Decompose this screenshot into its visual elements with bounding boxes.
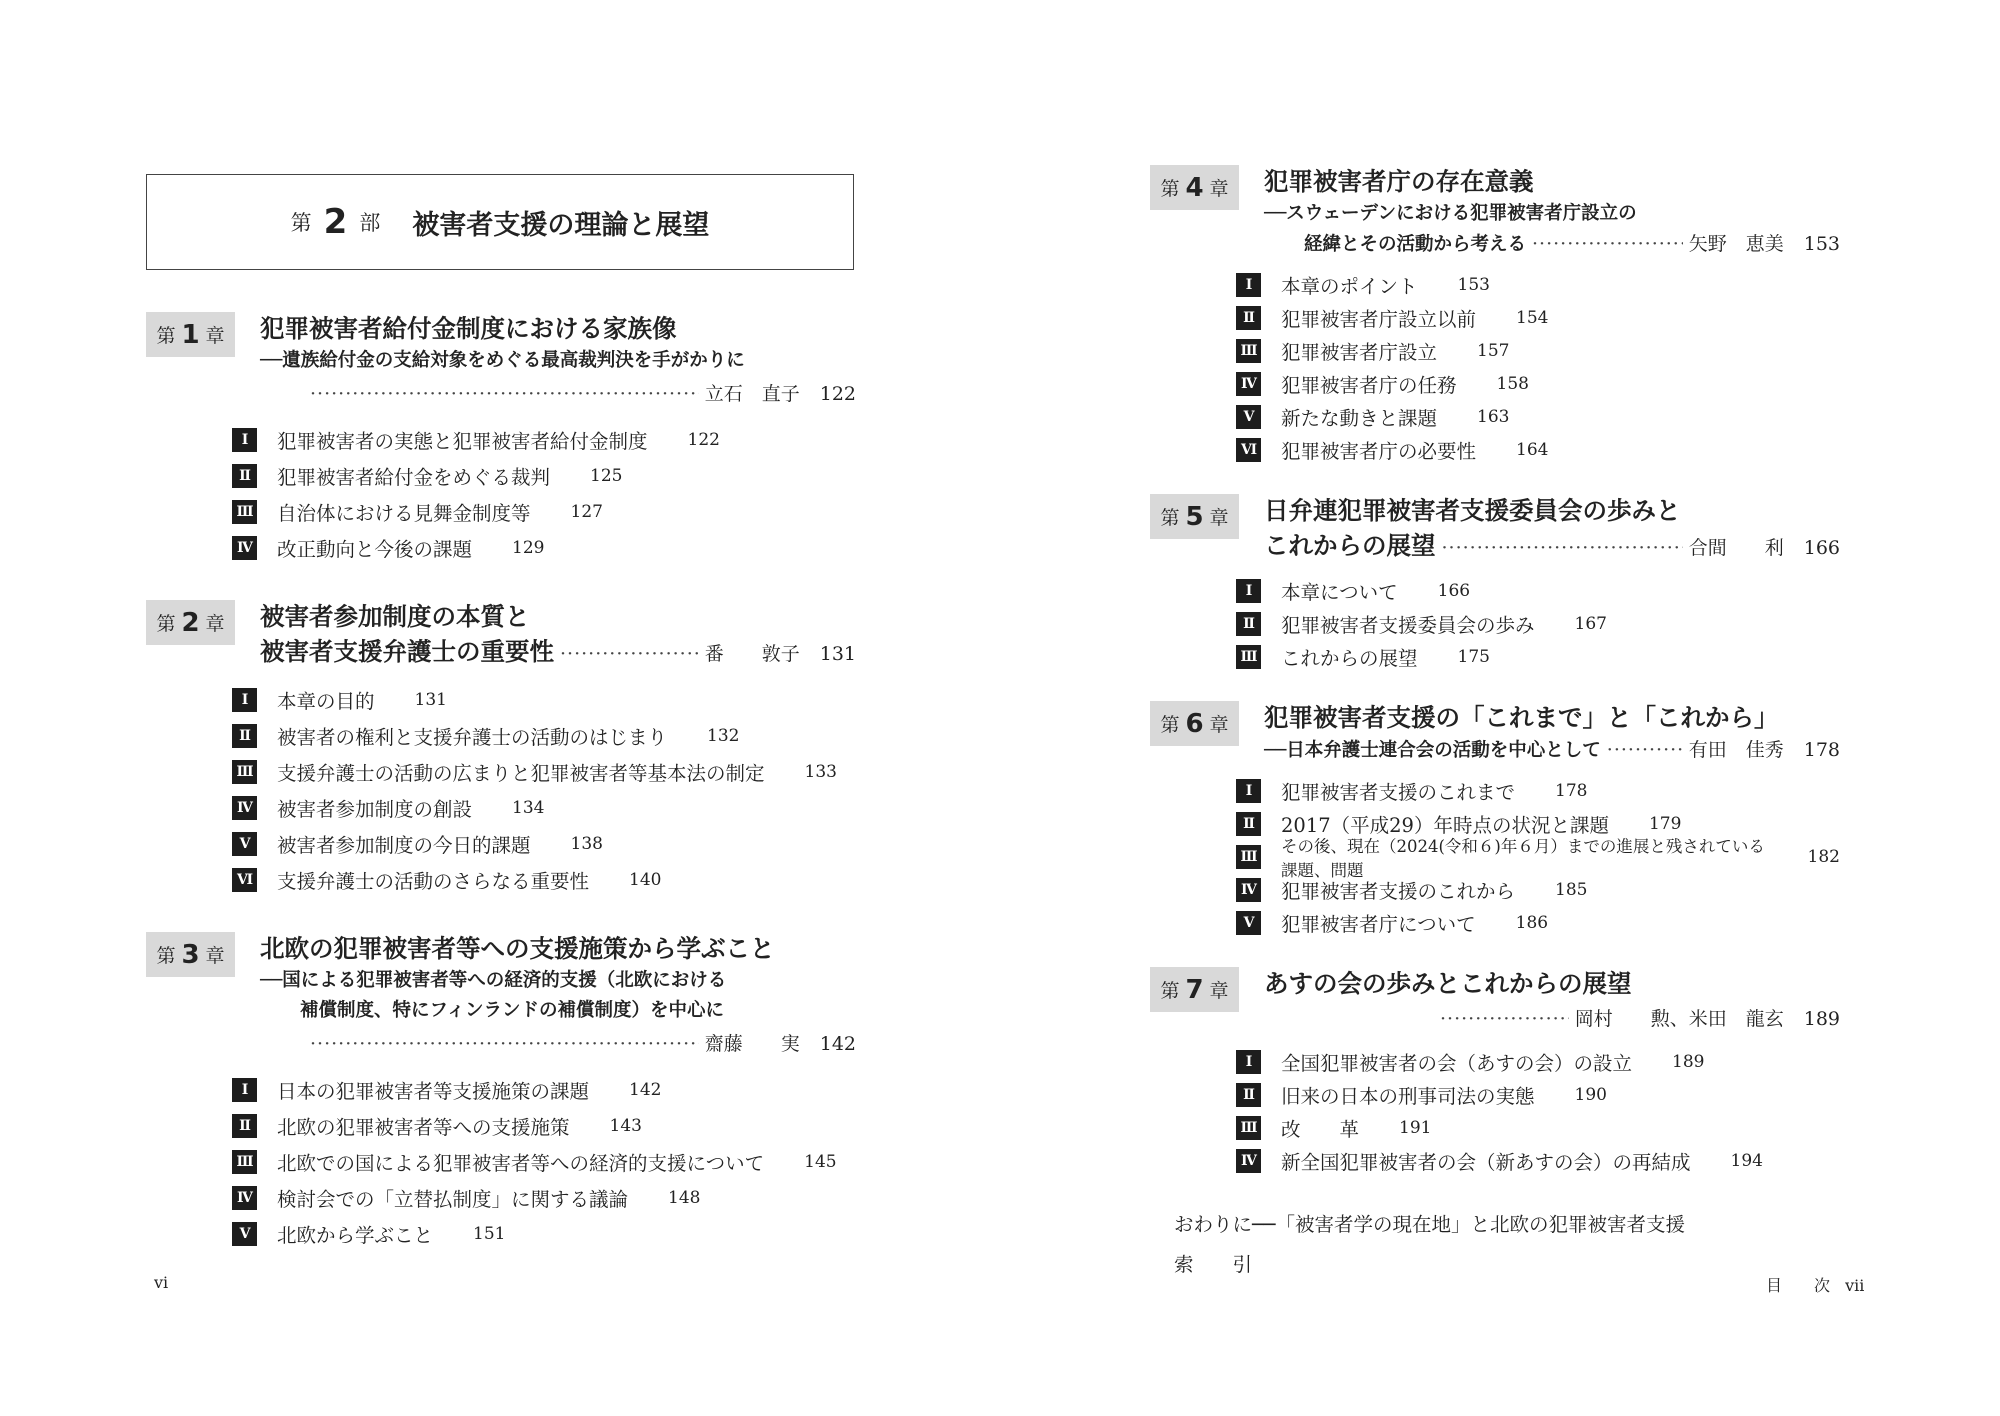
section-number: Ⅱ xyxy=(232,724,257,748)
section-number: Ⅰ xyxy=(1236,1050,1261,1074)
chapter-3 xyxy=(146,932,856,1252)
section-item[interactable]: Ⅳ 改正動向と今後の課題 129 xyxy=(232,530,856,566)
section-item[interactable]: Ⅳ 被害者参加制度の創設 134 xyxy=(232,790,856,826)
section-number: Ⅳ xyxy=(1236,1149,1261,1173)
chapter-page: 166 xyxy=(1803,537,1840,559)
section-number: Ⅳ xyxy=(1236,372,1261,396)
section-number: Ⅳ xyxy=(232,536,257,560)
section-number: Ⅱ xyxy=(1236,612,1261,636)
section-number: Ⅱ xyxy=(232,464,257,488)
section-number: Ⅲ xyxy=(232,500,257,524)
section-number: Ⅰ xyxy=(1236,779,1261,803)
leader-dots xyxy=(1440,1001,1569,1037)
section-number: Ⅰ xyxy=(232,688,257,712)
section-number: Ⅴ xyxy=(232,1222,257,1246)
section-number: Ⅰ xyxy=(232,1078,257,1102)
author: 岡村 勲、米田 龍玄 xyxy=(1574,1008,1784,1030)
chapter-subtitle: ──スウェーデンにおける犯罪被害者庁設立の xyxy=(1264,203,1637,224)
leader-dots xyxy=(310,376,699,412)
chapter-title: 犯罪被害者支援の「これまで」と「これから」 xyxy=(1264,703,1779,732)
author-line xyxy=(1264,1001,1840,1037)
section-number: Ⅴ xyxy=(1236,911,1261,935)
section-item[interactable]: Ⅵ 支援弁護士の活動のさらなる重要性 140 xyxy=(232,862,856,898)
chapter-label: 第 5 章 xyxy=(1150,494,1239,539)
section-item[interactable]: Ⅲ 改 革 191 xyxy=(1236,1111,1840,1144)
part-number: 2 xyxy=(323,202,348,242)
section-item[interactable]: Ⅱ 犯罪被害者庁設立以前 154 xyxy=(1236,301,1840,334)
section-item[interactable]: Ⅰ 全国犯罪被害者の会（あすの会）の設立 189 xyxy=(1236,1045,1840,1078)
author: 合間 利 xyxy=(1688,537,1784,559)
section-list xyxy=(232,682,856,898)
author: 番 敦子 xyxy=(704,643,800,665)
section-item[interactable]: Ⅲ 自治体における見舞金制度等 127 xyxy=(232,494,856,530)
chapter-subtitle: ──日本弁護士連合会の活動を中心として xyxy=(1264,740,1601,761)
section-item[interactable]: Ⅱ 旧来の日本の刑事司法の実態 190 xyxy=(1236,1078,1840,1111)
section-item[interactable]: Ⅱ 犯罪被害者給付金をめぐる裁判 125 xyxy=(232,458,856,494)
author-line xyxy=(1264,229,1840,260)
leader-dots xyxy=(560,636,699,672)
author-line xyxy=(260,634,856,672)
section-item[interactable]: Ⅱ 北欧の犯罪被害者等への支援施策 143 xyxy=(232,1108,856,1144)
chapter-page: 189 xyxy=(1803,1008,1840,1030)
chapter-page: 122 xyxy=(819,383,856,405)
section-item[interactable]: Ⅴ 犯罪被害者庁について 186 xyxy=(1236,906,1840,939)
author-line xyxy=(1264,735,1840,766)
author: 矢野 恵美 xyxy=(1688,233,1784,255)
chapter-page: 142 xyxy=(819,1033,856,1055)
section-item[interactable]: Ⅰ 本章の目的 131 xyxy=(232,682,856,718)
section-item[interactable]: Ⅴ 被害者参加制度の今日的課題 138 xyxy=(232,826,856,862)
chapter-label: 第 6 章 xyxy=(1150,701,1239,746)
section-item[interactable]: Ⅲ 支援弁護士の活動の広まりと犯罪被害者等基本法の制定 133 xyxy=(232,754,856,790)
chapter-label: 第 3 章 xyxy=(146,932,235,977)
chapter-title: 犯罪被害者給付金制度における家族像 xyxy=(260,314,677,343)
chapter-subtitle-line2: 補償制度、特にフィンランドの補償制度）を中心に xyxy=(300,1000,725,1021)
chapter-2 xyxy=(146,600,856,898)
chapter-7 xyxy=(1150,967,1840,1177)
section-item[interactable]: Ⅴ 北欧から学ぶこと 151 xyxy=(232,1216,856,1252)
section-number: Ⅵ xyxy=(1236,438,1261,462)
chapter-subtitle: ──遺族給付金の支給対象をめぐる最高裁判決を手がかりに xyxy=(260,350,745,371)
chapter-label: 第 2 章 xyxy=(146,600,235,645)
chapter-page: 153 xyxy=(1803,233,1840,255)
section-number: Ⅴ xyxy=(232,832,257,856)
chapter-label: 第 7 章 xyxy=(1150,967,1239,1012)
section-list xyxy=(232,1072,856,1252)
section-number: Ⅰ xyxy=(232,428,257,452)
part-heading xyxy=(146,174,854,270)
part-prefix: 第 xyxy=(290,211,312,235)
section-number: Ⅳ xyxy=(232,796,257,820)
chapter-title: 被害者参加制度の本質と xyxy=(260,602,530,631)
page-folio-left: vi xyxy=(154,1273,169,1292)
author-line xyxy=(260,376,856,412)
section-item[interactable]: Ⅲ これからの展望 175 xyxy=(1236,640,1840,673)
closing-entry[interactable]: おわりに──「被害者学の現在地」と北欧の犯罪被害者支援 xyxy=(1174,1213,1685,1236)
section-item[interactable]: Ⅳ 新全国犯罪被害者の会（新あすの会）の再結成 194 xyxy=(1236,1144,1840,1177)
section-number: Ⅵ xyxy=(232,868,257,892)
folio-label: 目 次 xyxy=(1766,1276,1831,1295)
section-item[interactable]: Ⅱ 被害者の権利と支援弁護士の活動のはじまり 132 xyxy=(232,718,856,754)
section-number: Ⅱ xyxy=(1236,306,1261,330)
section-number: Ⅳ xyxy=(232,1186,257,1210)
part-suffix: 部 xyxy=(359,211,381,235)
chapter-title: あすの会の歩みとこれからの展望 xyxy=(1264,969,1632,998)
section-item[interactable]: Ⅰ 本章のポイント 153 xyxy=(1236,268,1840,301)
author-line xyxy=(1264,528,1840,566)
leader-dots xyxy=(1607,735,1683,765)
section-number: Ⅲ xyxy=(232,760,257,784)
author: 齋藤 実 xyxy=(704,1033,800,1055)
chapter-4 xyxy=(1150,165,1840,466)
chapter-5 xyxy=(1150,494,1840,673)
chapter-subtitle: ──国による犯罪被害者等への経済的支援（北欧における xyxy=(260,970,727,991)
leader-dots xyxy=(1442,530,1683,566)
leader-dots xyxy=(1532,229,1683,259)
right-page xyxy=(1150,165,1840,1285)
section-item[interactable]: Ⅳ 犯罪被害者支援のこれから 185 xyxy=(1236,873,1840,906)
chapter-page: 131 xyxy=(819,643,856,665)
index-entry[interactable]: 索 引 xyxy=(1174,1253,1253,1276)
part-title: 被害者支援の理論と展望 xyxy=(412,209,710,241)
chapter-title: 犯罪被害者庁の存在意義 xyxy=(1264,167,1534,196)
chapter-page: 178 xyxy=(1803,739,1840,761)
section-item[interactable]: Ⅰ 犯罪被害者支援のこれまで 178 xyxy=(1236,774,1840,807)
section-number: Ⅲ xyxy=(1236,645,1261,669)
chapter-6 xyxy=(1150,701,1840,939)
page-folio-right xyxy=(1766,1273,1864,1296)
section-list xyxy=(1236,268,1840,466)
section-item[interactable]: Ⅰ 日本の犯罪被害者等支援施策の課題 142 xyxy=(232,1072,856,1108)
chapter-title: 北欧の犯罪被害者等への支援施策から学ぶこと xyxy=(260,934,775,963)
author-line xyxy=(260,1026,856,1062)
section-number: Ⅱ xyxy=(232,1114,257,1138)
section-number: Ⅱ xyxy=(1236,1083,1261,1107)
chapter-label: 第 1 章 xyxy=(146,312,235,357)
section-number: Ⅲ xyxy=(232,1150,257,1174)
chapter-1 xyxy=(146,312,856,566)
section-number: Ⅱ xyxy=(1236,812,1261,836)
section-item[interactable]: Ⅳ 検討会での「立替払制度」に関する議論 148 xyxy=(232,1180,856,1216)
section-number: Ⅲ xyxy=(1236,845,1261,869)
leader-dots xyxy=(310,1026,699,1062)
section-number: Ⅳ xyxy=(1236,878,1261,902)
section-number: Ⅲ xyxy=(1236,339,1261,363)
chapter-title-line2: 被害者支援弁護士の重要性 xyxy=(260,637,554,666)
section-item[interactable]: Ⅱ 犯罪被害者支援委員会の歩み 167 xyxy=(1236,607,1840,640)
section-list xyxy=(232,422,856,566)
section-number: Ⅰ xyxy=(1236,579,1261,603)
section-list xyxy=(1236,1045,1840,1177)
section-item[interactable]: Ⅰ 本章について 166 xyxy=(1236,574,1840,607)
section-item[interactable]: Ⅱ 2017（平成29）年時点の状況と課題 179 xyxy=(1236,807,1840,840)
section-item[interactable]: Ⅳ 犯罪被害者庁の任務 158 xyxy=(1236,367,1840,400)
section-number: Ⅲ xyxy=(1236,1116,1261,1140)
section-item[interactable]: Ⅲ その後、現在（2024(令和６)年６月）までの進展と残されている課題、問題 182 xyxy=(1236,840,1840,873)
folio-number: vii xyxy=(1845,1276,1865,1295)
author: 有田 佳秀 xyxy=(1688,739,1784,761)
section-number: Ⅴ xyxy=(1236,405,1261,429)
chapter-subtitle-line2: 経緯とその活動から考える xyxy=(1304,234,1527,255)
section-number: Ⅰ xyxy=(1236,273,1261,297)
chapter-title-line2: これからの展望 xyxy=(1264,531,1436,560)
section-item[interactable]: Ⅰ 犯罪被害者の実態と犯罪被害者給付金制度 122 xyxy=(232,422,856,458)
author: 立石 直子 xyxy=(704,383,800,405)
section-list xyxy=(1236,574,1840,673)
section-item[interactable]: Ⅴ 新たな動きと課題 163 xyxy=(1236,400,1840,433)
chapter-title: 日弁連犯罪被害者支援委員会の歩みと xyxy=(1264,496,1681,525)
section-item[interactable]: Ⅲ 北欧での国による犯罪被害者等への経済的支援について 145 xyxy=(232,1144,856,1180)
section-item[interactable]: Ⅲ 犯罪被害者庁設立 157 xyxy=(1236,334,1840,367)
left-page xyxy=(146,174,856,1286)
chapter-label: 第 4 章 xyxy=(1150,165,1239,210)
section-list xyxy=(1236,774,1840,939)
section-item[interactable]: Ⅵ 犯罪被害者庁の必要性 164 xyxy=(1236,433,1840,466)
